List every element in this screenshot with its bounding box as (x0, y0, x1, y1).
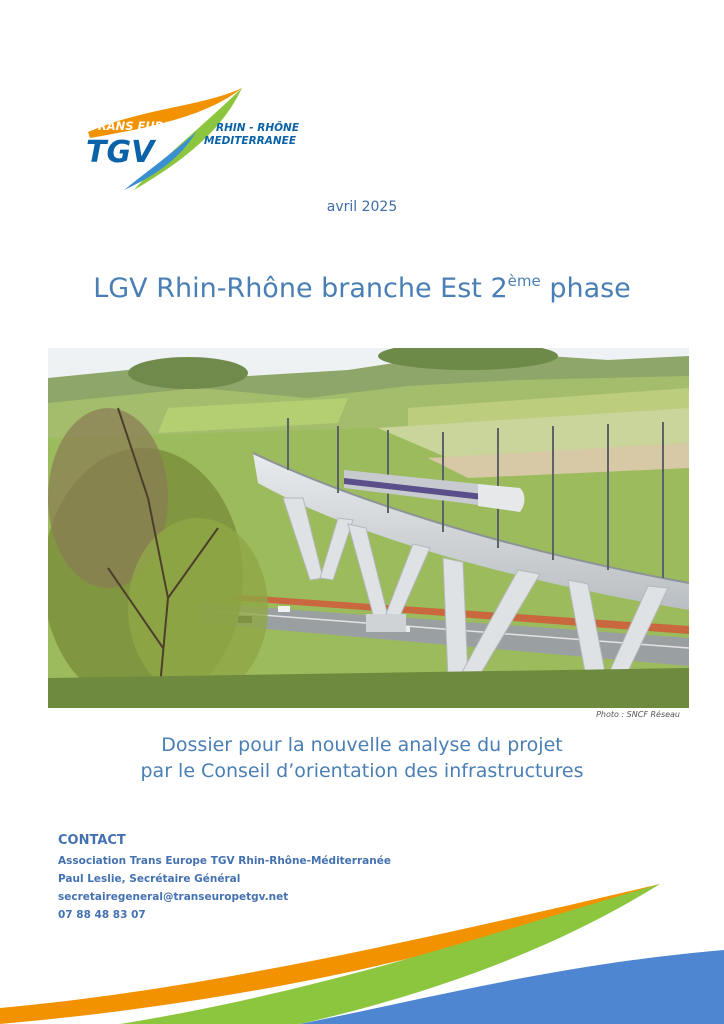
footer-swoosh-graphic (0, 880, 724, 1024)
logo-trans-europe: TRANS EUROPE (90, 119, 190, 133)
contact-organization: Association Trans Europe TGV Rhin-Rhône-Méditerranée (58, 855, 391, 867)
title-suffix: phase (540, 273, 631, 304)
cover-photo (48, 348, 689, 708)
photo-credit: Photo : SNCF Réseau (596, 710, 680, 719)
document-title (0, 272, 724, 304)
contact-email[interactable]: secretairegeneral@transeuropetgv.net (58, 891, 289, 903)
logo-tgv: TGV (86, 135, 155, 170)
logo-mediterranee: MEDITERRANEE (204, 135, 297, 147)
document-date: avril 2025 (326, 199, 398, 215)
subtitle (0, 732, 724, 784)
contact-phone[interactable]: 07 88 48 83 07 (58, 909, 146, 921)
subtitle-line-1: Dossier pour la nouvelle analyse du projet (161, 734, 563, 756)
footer-swoosh (0, 880, 724, 1024)
logo-graphic (84, 86, 304, 191)
contact-heading: CONTACT (58, 833, 126, 848)
contact-person: Paul Leslie, Secrétaire Général (58, 873, 241, 885)
subtitle-line-2: par le Conseil d’orientation des infrastructures (140, 760, 584, 782)
title-main: LGV Rhin-Rhône branche Est 2 (93, 273, 508, 304)
logo-rhin-rhone: RHIN - RHÔNE (216, 122, 299, 134)
viaduct-photo (48, 348, 689, 708)
title-superscript: ème (507, 272, 541, 290)
logo (84, 86, 304, 191)
